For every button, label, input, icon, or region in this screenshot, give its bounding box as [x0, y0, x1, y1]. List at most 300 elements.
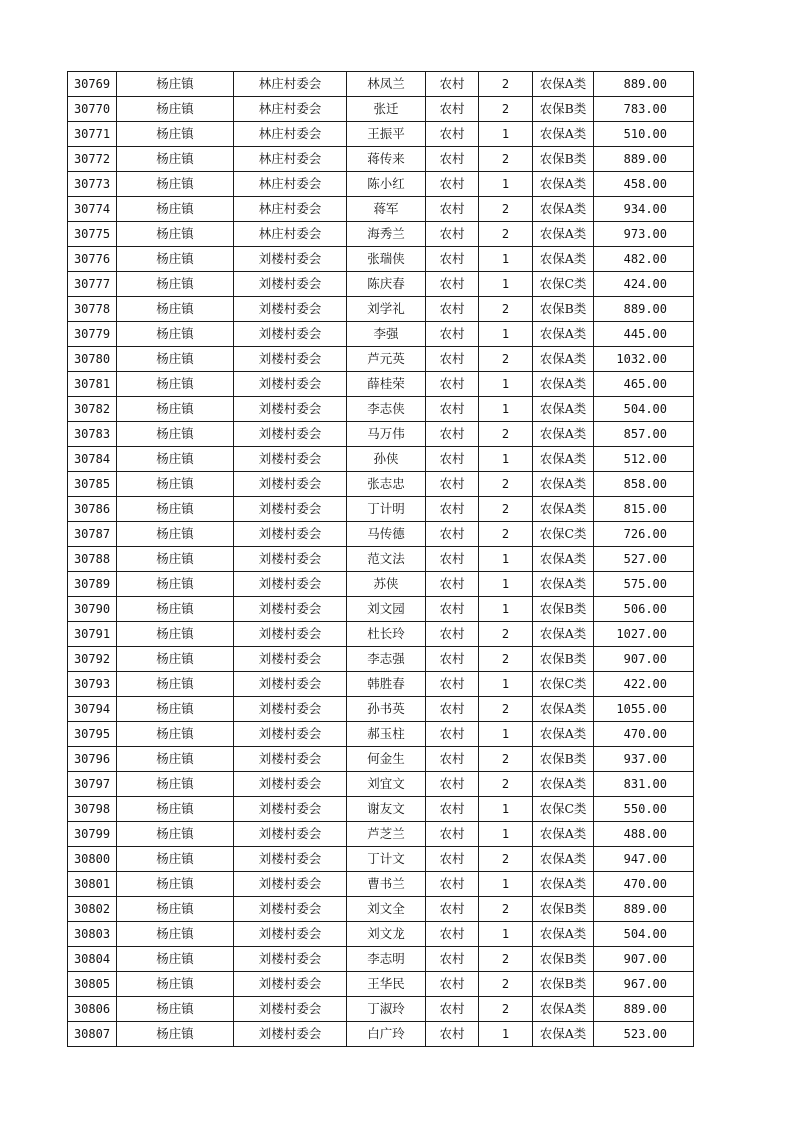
record-id-cell: 30782 — [68, 397, 117, 422]
household-count-cell: 2 — [479, 72, 533, 97]
person-name-cell: 李强 — [347, 322, 426, 347]
household-count-cell: 2 — [479, 522, 533, 547]
person-name-cell: 陈庆春 — [347, 272, 426, 297]
insurance-category-cell: 农保B类 — [533, 597, 594, 622]
town-cell: 杨庄镇 — [117, 372, 234, 397]
table-row — [68, 797, 694, 822]
village-committee-cell: 刘楼村委会 — [234, 247, 347, 272]
area-type-cell: 农村 — [426, 222, 479, 247]
person-name-cell: 王振平 — [347, 122, 426, 147]
household-count-cell: 1 — [479, 797, 533, 822]
village-committee-cell: 刘楼村委会 — [234, 697, 347, 722]
person-name-cell: 李志侠 — [347, 397, 426, 422]
person-name-cell: 苏侠 — [347, 572, 426, 597]
person-name-cell: 丁计明 — [347, 497, 426, 522]
household-count-cell: 1 — [479, 572, 533, 597]
household-count-cell: 2 — [479, 472, 533, 497]
town-cell: 杨庄镇 — [117, 197, 234, 222]
town-cell: 杨庄镇 — [117, 447, 234, 472]
village-committee-cell: 刘楼村委会 — [234, 522, 347, 547]
amount-cell: 470.00 — [594, 722, 694, 747]
record-id-cell: 30777 — [68, 272, 117, 297]
area-type-cell: 农村 — [426, 122, 479, 147]
household-count-cell: 2 — [479, 847, 533, 872]
person-name-cell: 蒋军 — [347, 197, 426, 222]
insurance-category-cell: 农保A类 — [533, 772, 594, 797]
table-row — [68, 922, 694, 947]
town-cell: 杨庄镇 — [117, 997, 234, 1022]
household-count-cell: 1 — [479, 672, 533, 697]
person-name-cell: 杜长玲 — [347, 622, 426, 647]
table-row — [68, 572, 694, 597]
area-type-cell: 农村 — [426, 772, 479, 797]
household-count-cell: 2 — [479, 747, 533, 772]
household-count-cell: 1 — [479, 372, 533, 397]
person-name-cell: 刘宜文 — [347, 772, 426, 797]
insurance-category-cell: 农保A类 — [533, 72, 594, 97]
insurance-category-cell: 农保C类 — [533, 797, 594, 822]
household-count-cell: 1 — [479, 872, 533, 897]
person-name-cell: 张志忠 — [347, 472, 426, 497]
record-id-cell: 30788 — [68, 547, 117, 572]
table-row — [68, 422, 694, 447]
area-type-cell: 农村 — [426, 322, 479, 347]
insurance-category-cell: 农保B类 — [533, 972, 594, 997]
insurance-category-cell: 农保B类 — [533, 297, 594, 322]
town-cell: 杨庄镇 — [117, 597, 234, 622]
table-row — [68, 172, 694, 197]
table-row — [68, 397, 694, 422]
area-type-cell: 农村 — [426, 272, 479, 297]
record-id-cell: 30784 — [68, 447, 117, 472]
household-count-cell: 2 — [479, 497, 533, 522]
amount-cell: 907.00 — [594, 947, 694, 972]
record-id-cell: 30785 — [68, 472, 117, 497]
amount-cell: 947.00 — [594, 847, 694, 872]
town-cell: 杨庄镇 — [117, 697, 234, 722]
village-committee-cell: 刘楼村委会 — [234, 897, 347, 922]
record-id-cell: 30802 — [68, 897, 117, 922]
table-row — [68, 847, 694, 872]
record-id-cell: 30779 — [68, 322, 117, 347]
area-type-cell: 农村 — [426, 722, 479, 747]
area-type-cell: 农村 — [426, 472, 479, 497]
table-row — [68, 897, 694, 922]
area-type-cell: 农村 — [426, 172, 479, 197]
insurance-category-cell: 农保C类 — [533, 672, 594, 697]
record-id-cell: 30797 — [68, 772, 117, 797]
household-count-cell: 2 — [479, 897, 533, 922]
table-row — [68, 497, 694, 522]
record-id-cell: 30798 — [68, 797, 117, 822]
amount-cell: 510.00 — [594, 122, 694, 147]
insurance-category-cell: 农保A类 — [533, 197, 594, 222]
village-committee-cell: 刘楼村委会 — [234, 347, 347, 372]
village-committee-cell: 刘楼村委会 — [234, 547, 347, 572]
town-cell: 杨庄镇 — [117, 422, 234, 447]
village-committee-cell: 刘楼村委会 — [234, 972, 347, 997]
household-count-cell: 2 — [479, 297, 533, 322]
table-row — [68, 347, 694, 372]
area-type-cell: 农村 — [426, 947, 479, 972]
village-committee-cell: 刘楼村委会 — [234, 822, 347, 847]
person-name-cell: 李志强 — [347, 647, 426, 672]
table-row — [68, 822, 694, 847]
village-committee-cell: 刘楼村委会 — [234, 797, 347, 822]
town-cell: 杨庄镇 — [117, 822, 234, 847]
area-type-cell: 农村 — [426, 97, 479, 122]
insurance-category-cell: 农保B类 — [533, 147, 594, 172]
village-committee-cell: 刘楼村委会 — [234, 922, 347, 947]
record-id-cell: 30778 — [68, 297, 117, 322]
area-type-cell: 农村 — [426, 297, 479, 322]
insurance-category-cell: 农保A类 — [533, 697, 594, 722]
area-type-cell: 农村 — [426, 747, 479, 772]
household-count-cell: 2 — [479, 772, 533, 797]
household-count-cell: 1 — [479, 322, 533, 347]
table-row — [68, 372, 694, 397]
table-row — [68, 547, 694, 572]
person-name-cell: 芦元英 — [347, 347, 426, 372]
person-name-cell: 谢友文 — [347, 797, 426, 822]
insurance-category-cell: 农保B类 — [533, 947, 594, 972]
area-type-cell: 农村 — [426, 572, 479, 597]
household-count-cell: 1 — [479, 447, 533, 472]
amount-cell: 550.00 — [594, 797, 694, 822]
area-type-cell: 农村 — [426, 622, 479, 647]
household-count-cell: 2 — [479, 97, 533, 122]
record-id-cell: 30791 — [68, 622, 117, 647]
town-cell: 杨庄镇 — [117, 497, 234, 522]
record-id-cell: 30799 — [68, 822, 117, 847]
amount-cell: 488.00 — [594, 822, 694, 847]
record-id-cell: 30789 — [68, 572, 117, 597]
town-cell: 杨庄镇 — [117, 147, 234, 172]
table-row — [68, 647, 694, 672]
person-name-cell: 刘学礼 — [347, 297, 426, 322]
person-name-cell: 何金生 — [347, 747, 426, 772]
person-name-cell: 马万伟 — [347, 422, 426, 447]
amount-cell: 1032.00 — [594, 347, 694, 372]
area-type-cell: 农村 — [426, 522, 479, 547]
area-type-cell: 农村 — [426, 447, 479, 472]
area-type-cell: 农村 — [426, 647, 479, 672]
town-cell: 杨庄镇 — [117, 272, 234, 297]
insurance-category-cell: 农保A类 — [533, 172, 594, 197]
village-committee-cell: 刘楼村委会 — [234, 572, 347, 597]
amount-cell: 815.00 — [594, 497, 694, 522]
amount-cell: 575.00 — [594, 572, 694, 597]
insurance-category-cell: 农保C类 — [533, 522, 594, 547]
insurance-category-cell: 农保A类 — [533, 122, 594, 147]
insurance-category-cell: 农保B类 — [533, 897, 594, 922]
amount-cell: 1027.00 — [594, 622, 694, 647]
table-row — [68, 272, 694, 297]
household-count-cell: 1 — [479, 822, 533, 847]
area-type-cell: 农村 — [426, 797, 479, 822]
amount-cell: 831.00 — [594, 772, 694, 797]
village-committee-cell: 刘楼村委会 — [234, 647, 347, 672]
person-name-cell: 张迁 — [347, 97, 426, 122]
record-id-cell: 30794 — [68, 697, 117, 722]
household-count-cell: 2 — [479, 997, 533, 1022]
table-row — [68, 247, 694, 272]
table-row — [68, 472, 694, 497]
table-row — [68, 1022, 694, 1047]
person-name-cell: 孙侠 — [347, 447, 426, 472]
insurance-category-cell: 农保A类 — [533, 997, 594, 1022]
area-type-cell: 农村 — [426, 847, 479, 872]
record-id-cell: 30774 — [68, 197, 117, 222]
amount-cell: 512.00 — [594, 447, 694, 472]
record-id-cell: 30807 — [68, 1022, 117, 1047]
insurance-category-cell: 农保B类 — [533, 97, 594, 122]
person-name-cell: 马传德 — [347, 522, 426, 547]
town-cell: 杨庄镇 — [117, 397, 234, 422]
table-body — [68, 72, 694, 1047]
town-cell: 杨庄镇 — [117, 172, 234, 197]
table-row — [68, 147, 694, 172]
person-name-cell: 王华民 — [347, 972, 426, 997]
household-count-cell: 2 — [479, 622, 533, 647]
village-committee-cell: 刘楼村委会 — [234, 472, 347, 497]
person-name-cell: 芦芝兰 — [347, 822, 426, 847]
area-type-cell: 农村 — [426, 997, 479, 1022]
table-row — [68, 72, 694, 97]
town-cell: 杨庄镇 — [117, 647, 234, 672]
household-count-cell: 2 — [479, 697, 533, 722]
person-name-cell: 白广玲 — [347, 1022, 426, 1047]
area-type-cell: 农村 — [426, 672, 479, 697]
town-cell: 杨庄镇 — [117, 347, 234, 372]
person-name-cell: 韩胜春 — [347, 672, 426, 697]
insurance-category-cell: 农保A类 — [533, 872, 594, 897]
household-count-cell: 1 — [479, 122, 533, 147]
table-row — [68, 997, 694, 1022]
town-cell: 杨庄镇 — [117, 222, 234, 247]
record-id-cell: 30776 — [68, 247, 117, 272]
table-row — [68, 872, 694, 897]
insurance-category-cell: 农保A类 — [533, 572, 594, 597]
person-name-cell: 张瑞侠 — [347, 247, 426, 272]
household-count-cell: 1 — [479, 597, 533, 622]
area-type-cell: 农村 — [426, 1022, 479, 1047]
area-type-cell: 农村 — [426, 972, 479, 997]
area-type-cell: 农村 — [426, 897, 479, 922]
area-type-cell: 农村 — [426, 72, 479, 97]
record-id-cell: 30781 — [68, 372, 117, 397]
village-committee-cell: 林庄村委会 — [234, 122, 347, 147]
village-committee-cell: 刘楼村委会 — [234, 1022, 347, 1047]
insurance-category-cell: 农保A类 — [533, 622, 594, 647]
amount-cell: 857.00 — [594, 422, 694, 447]
insurance-category-cell: 农保A类 — [533, 247, 594, 272]
household-count-cell: 1 — [479, 547, 533, 572]
area-type-cell: 农村 — [426, 822, 479, 847]
person-name-cell: 刘文龙 — [347, 922, 426, 947]
amount-cell: 973.00 — [594, 222, 694, 247]
person-name-cell: 范文法 — [347, 547, 426, 572]
household-count-cell: 1 — [479, 397, 533, 422]
area-type-cell: 农村 — [426, 197, 479, 222]
household-count-cell: 2 — [479, 647, 533, 672]
area-type-cell: 农村 — [426, 922, 479, 947]
village-committee-cell: 林庄村委会 — [234, 172, 347, 197]
household-count-cell: 1 — [479, 722, 533, 747]
table-row — [68, 222, 694, 247]
insurance-category-cell: 农保A类 — [533, 922, 594, 947]
table-row — [68, 722, 694, 747]
household-count-cell: 1 — [479, 172, 533, 197]
record-id-cell: 30775 — [68, 222, 117, 247]
amount-cell: 482.00 — [594, 247, 694, 272]
record-id-cell: 30792 — [68, 647, 117, 672]
amount-cell: 889.00 — [594, 997, 694, 1022]
area-type-cell: 农村 — [426, 547, 479, 572]
town-cell: 杨庄镇 — [117, 572, 234, 597]
insurance-category-cell: 农保C类 — [533, 272, 594, 297]
person-name-cell: 刘文全 — [347, 897, 426, 922]
person-name-cell: 陈小红 — [347, 172, 426, 197]
village-committee-cell: 刘楼村委会 — [234, 947, 347, 972]
village-committee-cell: 刘楼村委会 — [234, 622, 347, 647]
village-committee-cell: 刘楼村委会 — [234, 297, 347, 322]
amount-cell: 783.00 — [594, 97, 694, 122]
amount-cell: 937.00 — [594, 747, 694, 772]
town-cell: 杨庄镇 — [117, 797, 234, 822]
area-type-cell: 农村 — [426, 422, 479, 447]
person-name-cell: 蒋传来 — [347, 147, 426, 172]
village-committee-cell: 刘楼村委会 — [234, 672, 347, 697]
amount-cell: 934.00 — [594, 197, 694, 222]
record-id-cell: 30780 — [68, 347, 117, 372]
person-name-cell: 郝玉柱 — [347, 722, 426, 747]
amount-cell: 889.00 — [594, 897, 694, 922]
town-cell: 杨庄镇 — [117, 922, 234, 947]
village-committee-cell: 刘楼村委会 — [234, 322, 347, 347]
insurance-category-cell: 农保B类 — [533, 647, 594, 672]
table-row — [68, 772, 694, 797]
insurance-category-cell: 农保A类 — [533, 722, 594, 747]
amount-cell: 967.00 — [594, 972, 694, 997]
table-row — [68, 97, 694, 122]
record-id-cell: 30790 — [68, 597, 117, 622]
insurance-category-cell: 农保A类 — [533, 472, 594, 497]
table-row — [68, 322, 694, 347]
record-id-cell: 30769 — [68, 72, 117, 97]
village-committee-cell: 刘楼村委会 — [234, 997, 347, 1022]
village-committee-cell: 刘楼村委会 — [234, 372, 347, 397]
person-name-cell: 丁计文 — [347, 847, 426, 872]
amount-cell: 465.00 — [594, 372, 694, 397]
person-name-cell: 刘文园 — [347, 597, 426, 622]
table-row — [68, 697, 694, 722]
table-row — [68, 747, 694, 772]
amount-cell: 889.00 — [594, 72, 694, 97]
area-type-cell: 农村 — [426, 697, 479, 722]
town-cell: 杨庄镇 — [117, 722, 234, 747]
area-type-cell: 农村 — [426, 372, 479, 397]
town-cell: 杨庄镇 — [117, 897, 234, 922]
household-count-cell: 2 — [479, 222, 533, 247]
insurance-category-cell: 农保A类 — [533, 222, 594, 247]
amount-cell: 504.00 — [594, 922, 694, 947]
village-committee-cell: 刘楼村委会 — [234, 422, 347, 447]
insurance-category-cell: 农保A类 — [533, 422, 594, 447]
village-committee-cell: 林庄村委会 — [234, 222, 347, 247]
record-id-cell: 30805 — [68, 972, 117, 997]
table-row — [68, 672, 694, 697]
person-name-cell: 海秀兰 — [347, 222, 426, 247]
household-count-cell: 1 — [479, 1022, 533, 1047]
table-row — [68, 197, 694, 222]
village-committee-cell: 林庄村委会 — [234, 97, 347, 122]
person-name-cell: 曹书兰 — [347, 872, 426, 897]
household-count-cell: 1 — [479, 922, 533, 947]
amount-cell: 907.00 — [594, 647, 694, 672]
person-name-cell: 孙书英 — [347, 697, 426, 722]
household-count-cell: 2 — [479, 347, 533, 372]
town-cell: 杨庄镇 — [117, 247, 234, 272]
insurance-category-cell: 农保A类 — [533, 447, 594, 472]
town-cell: 杨庄镇 — [117, 122, 234, 147]
town-cell: 杨庄镇 — [117, 972, 234, 997]
household-count-cell: 1 — [479, 272, 533, 297]
record-id-cell: 30800 — [68, 847, 117, 872]
amount-cell: 527.00 — [594, 547, 694, 572]
record-id-cell: 30801 — [68, 872, 117, 897]
town-cell: 杨庄镇 — [117, 522, 234, 547]
record-id-cell: 30787 — [68, 522, 117, 547]
town-cell: 杨庄镇 — [117, 747, 234, 772]
village-committee-cell: 刘楼村委会 — [234, 872, 347, 897]
record-id-cell: 30806 — [68, 997, 117, 1022]
village-committee-cell: 刘楼村委会 — [234, 272, 347, 297]
amount-cell: 1055.00 — [594, 697, 694, 722]
person-name-cell: 林凤兰 — [347, 72, 426, 97]
record-id-cell: 30793 — [68, 672, 117, 697]
amount-cell: 422.00 — [594, 672, 694, 697]
table-row — [68, 972, 694, 997]
person-name-cell: 薛桂荣 — [347, 372, 426, 397]
area-type-cell: 农村 — [426, 147, 479, 172]
area-type-cell: 农村 — [426, 597, 479, 622]
record-id-cell: 30803 — [68, 922, 117, 947]
village-committee-cell: 刘楼村委会 — [234, 722, 347, 747]
village-committee-cell: 刘楼村委会 — [234, 447, 347, 472]
area-type-cell: 农村 — [426, 347, 479, 372]
village-committee-cell: 林庄村委会 — [234, 72, 347, 97]
insurance-category-cell: 农保A类 — [533, 822, 594, 847]
amount-cell: 458.00 — [594, 172, 694, 197]
area-type-cell: 农村 — [426, 872, 479, 897]
area-type-cell: 农村 — [426, 247, 479, 272]
table-row — [68, 597, 694, 622]
record-id-cell: 30804 — [68, 947, 117, 972]
household-count-cell: 2 — [479, 972, 533, 997]
insurance-category-cell: 农保A类 — [533, 547, 594, 572]
amount-cell: 470.00 — [594, 872, 694, 897]
village-committee-cell: 刘楼村委会 — [234, 397, 347, 422]
record-id-cell: 30770 — [68, 97, 117, 122]
table-row — [68, 622, 694, 647]
town-cell: 杨庄镇 — [117, 772, 234, 797]
table-row — [68, 947, 694, 972]
amount-cell: 424.00 — [594, 272, 694, 297]
village-committee-cell: 刘楼村委会 — [234, 597, 347, 622]
town-cell: 杨庄镇 — [117, 322, 234, 347]
area-type-cell: 农村 — [426, 497, 479, 522]
